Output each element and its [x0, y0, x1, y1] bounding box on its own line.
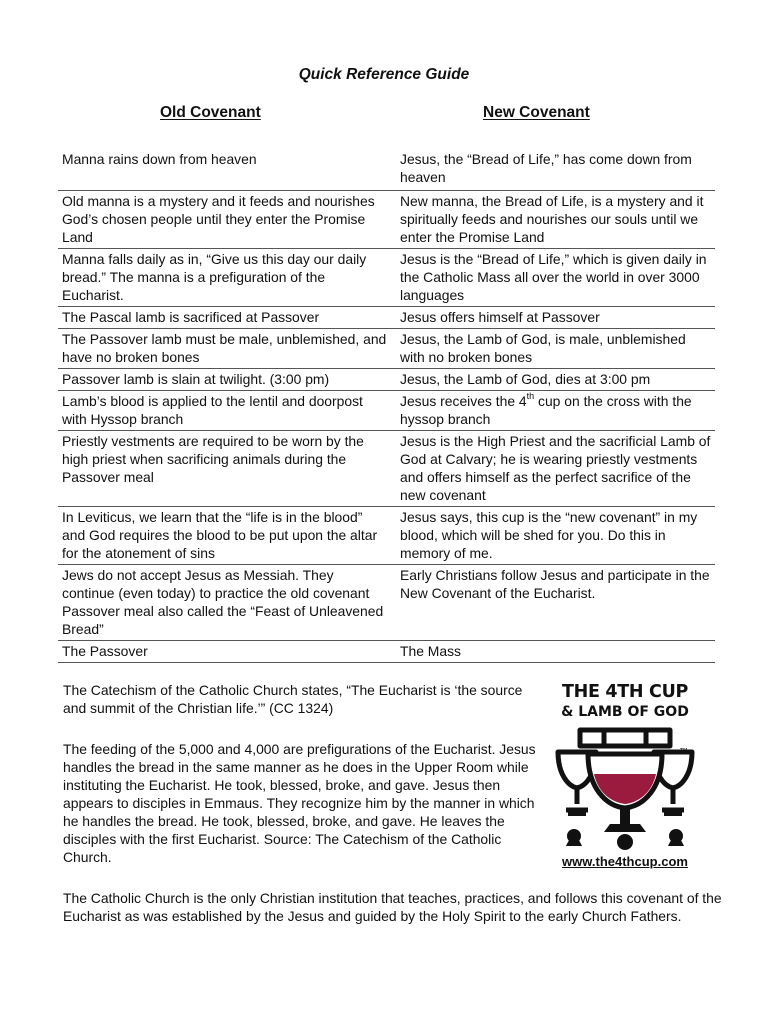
- old-covenant-cell: Priestly vestments are required to be worn by the high priest when sacrificing animals during the Passover meal: [58, 431, 396, 507]
- page-title: Quick Reference Guide: [298, 66, 470, 83]
- new-covenant-heading: New Covenant: [483, 104, 590, 121]
- table-row: [58, 191, 715, 249]
- new-covenant-cell: Jesus offers himself at Passover: [396, 307, 715, 329]
- old-covenant-cell: In Leviticus, we learn that the “life is in the blood” and God requires the blood to be put upon the altar for the atonement of sins: [58, 507, 396, 565]
- church-teaching-paragraph: The Catholic Church is the only Christian institution that teaches, practices, and follows this covenant of the Eucharist as was established by the Jesus and guided by the Holy Spirit to the early Church Fathers.: [63, 890, 722, 924]
- new-covenant-cell: Jesus is the High Priest and the sacrificial Lamb of God at Calvary; he is wearing priestly vestments and offers himself as the perfect sacrifice of the new covenant: [396, 431, 715, 507]
- catechism-quote-paragraph: The Catechism of the Catholic Church states, “The Eucharist is ‘the source and summit of the Christian life.’” (CC 1324): [63, 682, 523, 716]
- new-covenant-cell: New manna, the Bread of Life, is a mystery and it spiritually feeds and nourishes our souls until we enter the Promise Land: [396, 191, 715, 249]
- comparison-table: [58, 146, 715, 663]
- logo-title: THE 4TH CUP: [561, 682, 689, 702]
- new-covenant-text: Jesus receives the 4: [400, 393, 527, 409]
- the-4th-cup-logo: [552, 680, 698, 876]
- table-row: [58, 329, 715, 369]
- table-row: [58, 307, 715, 329]
- new-covenant-cell: Jesus says, this cup is the “new covenant” in my blood, which will be shed for you. Do this in memory of me.: [396, 507, 715, 565]
- old-covenant-cell: Lamb’s blood is applied to the lentil and doorpost with Hyssop branch: [58, 391, 396, 431]
- new-covenant-cell: Jesus, the “Bread of Life,” has come down from heaven: [396, 146, 715, 191]
- new-covenant-text: cup on the cross with the hyssop branch: [400, 393, 692, 427]
- website-link[interactable]: www.the4thcup.com: [562, 854, 688, 869]
- table-row: [58, 146, 715, 191]
- old-covenant-cell: The Pascal lamb is sacrificed at Passover: [58, 307, 396, 329]
- table-row: [58, 507, 715, 565]
- table-row: [58, 391, 715, 431]
- old-covenant-cell: Old manna is a mystery and it feeds and nourishes God’s chosen people until they enter the Promise Land: [58, 191, 396, 249]
- old-covenant-cell: Passover lamb is slain at twilight. (3:00 pm): [58, 369, 396, 391]
- new-covenant-cell: Jesus, the Lamb of God, dies at 3:00 pm: [396, 369, 715, 391]
- new-covenant-cell: Jesus is the “Bread of Life,” which is given daily in the Catholic Mass all over the world in over 3000 languages: [396, 249, 715, 307]
- old-covenant-cell: Manna falls daily as in, “Give us this day our daily bread.” The manna is a prefiguration of the Eucharist.: [58, 249, 396, 307]
- new-covenant-cell: The Mass: [396, 641, 715, 663]
- table-row: [58, 431, 715, 507]
- new-covenant-cell: Early Christians follow Jesus and participate in the New Covenant of the Eucharist.: [396, 565, 715, 641]
- old-covenant-cell: The Passover: [58, 641, 396, 663]
- table-row: [58, 565, 715, 641]
- table-row: [58, 369, 715, 391]
- new-covenant-cell: [396, 391, 715, 431]
- prefiguration-paragraph: The feeding of the 5,000 and 4,000 are prefigurations of the Eucharist. Jesus handles the bread in the same manner as he does in the Upper Room while instituting the Eucharist. He took, blessed, broke, and gave. Jesus then appears to disciples in Emmaus. They recognize him by the manner in which he handles the bread. He took, blessed, broke, and gave. He leaves the disciples with the first Eucharist. Source: The Catechism of the Catholic Church.: [63, 741, 536, 865]
- old-covenant-cell: Jews do not accept Jesus as Messiah. They continue (even today) to practice the old covenant Passover meal also called the “Feast of Unleavened Bread”: [58, 565, 396, 641]
- old-covenant-heading: Old Covenant: [160, 104, 261, 121]
- old-covenant-cell: The Passover lamb must be male, unblemished, and have no broken bones: [58, 329, 396, 369]
- old-covenant-cell: Manna rains down from heaven: [58, 146, 396, 191]
- new-covenant-cell: Jesus, the Lamb of God, is male, unblemished with no broken bones: [396, 329, 715, 369]
- logo-subtitle: & LAMB OF GOD: [561, 704, 689, 720]
- table-row: [58, 641, 715, 663]
- table-row: [58, 249, 715, 307]
- ordinal-suffix: th: [526, 391, 535, 402]
- four-chalices-icon: [552, 724, 698, 852]
- trademark-mark: TM: [680, 748, 688, 754]
